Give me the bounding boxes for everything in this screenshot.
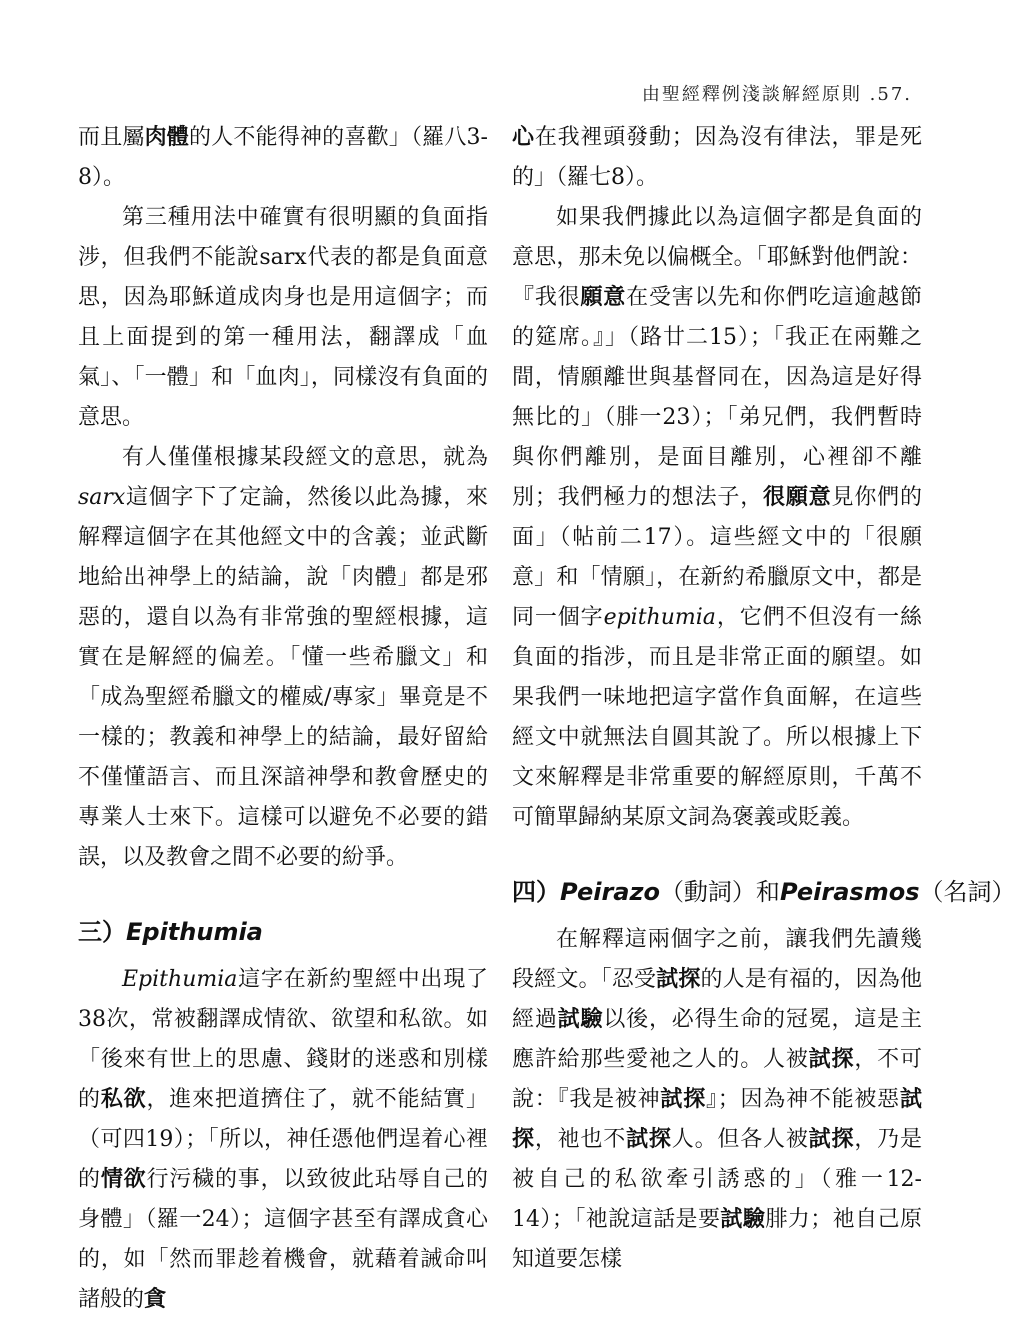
emphasis: 試探 bbox=[626, 1127, 672, 1152]
emphasis: 肉體 bbox=[144, 125, 189, 150]
paragraph: 第三種用法中確實有很明顯的負面指涉，但我們不能說sarx代表的都是負面意思，因為耶穌道成肉身也是用這個字；而且上面提到的第一種用法，翻譯成「血氣」、「一體」和「血肉」，同樣沒有負面的意思。 bbox=[78, 205, 488, 430]
emphasis: 心 bbox=[512, 125, 535, 150]
emphasis: 貪 bbox=[144, 1287, 167, 1312]
emphasis: 試驗 bbox=[557, 1007, 604, 1032]
emphasis: 試探 bbox=[512, 1087, 922, 1152]
running-header: 由聖經釋例淺談解經原則 .57. bbox=[641, 84, 912, 105]
paragraph: Epithumia這字在新約聖經中出現了38次，常被翻譯成情欲、欲望和私欲。如「後來有世上的思慮、錢財的迷惑和別樣的私欲，進來把道擠住了，就不能結實」（可四19）；「所以，神任憑他們逞着心裡的情欲行污穢的事，以致彼此玷辱自己的身體」（羅一24）；這個字甚至有譯成貪心的，如「然而罪趁着機會，就藉着誡命叫諸般的貪 bbox=[78, 967, 488, 1312]
emphasis: 試探 bbox=[656, 967, 701, 992]
emphasis: 願意 bbox=[580, 285, 627, 310]
emphasis: 試驗 bbox=[720, 1207, 766, 1232]
paragraph: 在解釋這兩個字之前，讓我們先讀幾段經文。「忍受試探的人是有福的，因為他經過試驗以後，必得生命的冠冕，這是主應許給那些愛祂之人的。人被試探，不可說：『我是被神試探』；因為神不能被惡試探，祂也不試探人。但各人被試探，乃是被自己的私欲牽引誘惑的」（雅一12-14）；「祂說這話是要試驗腓力；祂自己原知道要怎樣 bbox=[512, 927, 922, 1272]
emphasis: 私欲 bbox=[100, 1087, 147, 1112]
paragraph: 如果我們據此以為這個字都是負面的意思，那未免以偏概全。「耶穌對他們說：『我很願意在受害以先和你們吃這逾越節的筵席。』」（路廿二15）；「我正在兩難之間，情願離世與基督同在，因為這是好得無比的」（腓一23）；「弟兄們，我們暫時與你們離別，是面目離別，心裡卻不離別；我們極力的想法子，很願意見你們的面」（帖前二17）。這些經文中的「很願意」和「情願」，在新約希臘原文中，都是同一個字epithumia，它們不但沒有一絲負面的指涉，而且是非常正面的願望。如果我們一味地把這字當作負面解，在這些經文中就無法自圓其說了。所以根據上下文來解釋是非常重要的解經原則，千萬不可簡單歸納某原文詞為褒義或貶義。 bbox=[512, 205, 922, 830]
term: sarx bbox=[78, 485, 126, 510]
emphasis: 很願意 bbox=[763, 485, 832, 510]
right-column bbox=[512, 118, 1015, 1280]
term: epithumia bbox=[603, 605, 716, 630]
paragraph: 有人僅僅根據某段經文的意思，就為sarx這個字下了定論，然後以此為據，來解釋這個字在其他經文中的含義；並武斷地給出神學上的結論，說「肉體」都是邪惡的，還自以為有非常強的聖經根據，這實在是解經的偏差。「懂一些希臘文」和「成為聖經希臘文的權威/專家」畢竟是不一樣的；教義和神學上的結論，最好留給不僅懂語言、而且深諳神學和教會歷史的專業人士來下。這樣可以避免不必要的錯誤，以及教會之間不必要的紛爭。 bbox=[78, 445, 488, 870]
left-column bbox=[78, 118, 488, 1320]
emphasis: 情欲 bbox=[100, 1167, 147, 1192]
emphasis: 試探 bbox=[808, 1127, 855, 1152]
emphasis: 試探 bbox=[660, 1087, 706, 1112]
section-heading-3: 三）Epithumia bbox=[78, 918, 263, 946]
emphasis: 試探 bbox=[808, 1047, 855, 1072]
section-heading-4: 四）Peirazo（動詞）和Peirasmos（名詞） bbox=[512, 878, 1015, 906]
term: Epithumia bbox=[122, 967, 238, 992]
paragraph: 而且屬肉體的人不能得神的喜歡」（羅八3-8）。 bbox=[78, 125, 488, 190]
paragraph: 心在我裡頭發動；因為沒有律法，罪是死的」（羅七8）。 bbox=[512, 125, 922, 190]
